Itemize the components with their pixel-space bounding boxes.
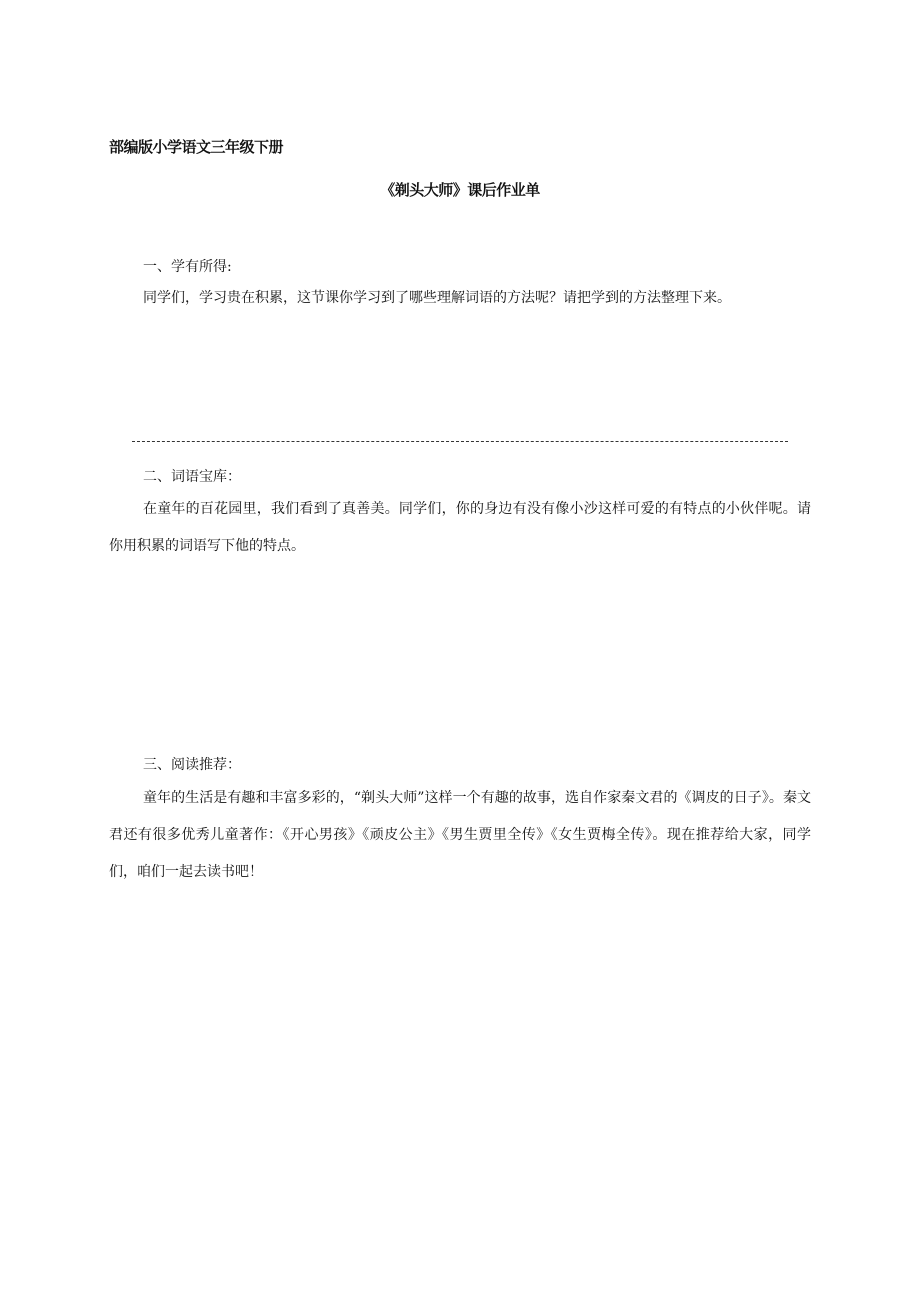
section-2-heading: 二、词语宝库： xyxy=(143,469,241,485)
document-header: 部编版小学语文三年级下册 xyxy=(109,138,284,156)
section-3-text: 童年的生活是有趣和丰富多彩的，“剃头大师”这样一个有趣的故事，选自作家秦文君的《调皮的日子》。秦文君还有很多优秀儿童著作：《开心男孩》《顽皮公主》《男生贾里全传》《女生贾梅全传》。现在推荐给大家，同学们，咱们一起去读书吧！ xyxy=(109,790,811,880)
section-1-heading: 一、学有所得: xyxy=(143,259,232,275)
document-title: 《剃头大师》课后作业单 xyxy=(380,181,540,199)
dashed-divider xyxy=(132,441,788,442)
section-2-text: 在童年的百花园里，我们看到了真善美。同学们，你的身边有没有像小沙这样可爱的有特点的小伙伴呢。请你用积累的词语写下他的特点。 xyxy=(109,501,811,554)
section-3-heading: 三、阅读推荐： xyxy=(143,757,241,773)
section-1-text: 同学们，学习贵在积累，这节课你学习到了哪些理解词语的方法呢？请把学到的方法整理下来。 xyxy=(143,290,731,306)
